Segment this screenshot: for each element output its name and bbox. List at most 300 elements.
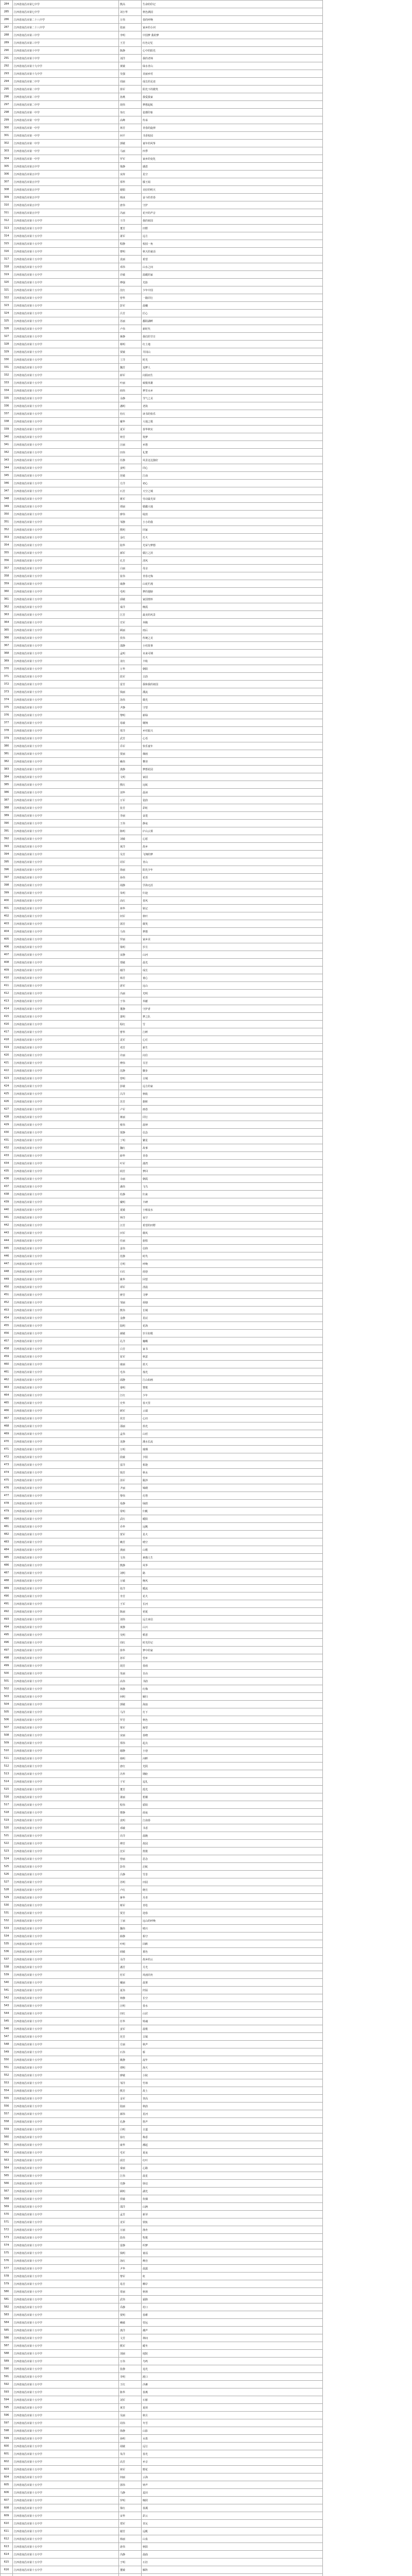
row-number: 543 [1, 2002, 13, 2010]
teacher-name: 熊军 [119, 2342, 142, 2350]
teacher-name: 顾明 [119, 2188, 142, 2195]
row-number: 487 [1, 1569, 13, 1577]
table-row [1, 1693, 323, 1701]
row-number: 553 [1, 2079, 13, 2087]
teacher-name: 宋华 [119, 2512, 142, 2520]
table-row [1, 1121, 323, 1129]
table-row [1, 565, 323, 572]
table-row [1, 2497, 323, 2504]
school-name: 江西省南昌市第十五中学 [13, 1701, 119, 1708]
school-name: 江西省南昌市第十五中学 [13, 356, 119, 364]
table-row [1, 1515, 323, 1523]
school-name: 江西省南昌市第十五中学 [13, 2381, 119, 2388]
table-row [1, 1028, 323, 1036]
table-row [1, 116, 323, 124]
row-number: 540 [1, 1979, 13, 1987]
teacher-name: 薛华 [119, 1152, 142, 1160]
row-number: 538 [1, 1963, 13, 1971]
teacher-name: 苏丽 [119, 317, 142, 325]
work-title: 田园 [142, 1878, 323, 1886]
school-name: 江西省南昌市第十五中学 [13, 426, 119, 433]
teacher-name: 邹洋 [119, 2079, 142, 2087]
row-number: 519 [1, 1817, 13, 1824]
school-name: 江西省南昌市第十五中学 [13, 1963, 119, 1971]
work-title: 铸魂 [142, 2018, 323, 2025]
work-title: 旅程 [142, 1237, 323, 1245]
row-number: 526 [1, 1871, 13, 1878]
table-row [1, 1979, 323, 1987]
school-name: 江西省南昌市第十五中学 [13, 263, 119, 271]
row-number: 512 [1, 1762, 13, 1770]
table-row [1, 217, 323, 225]
school-name: 江西省南昌市第十五中学 [13, 1979, 119, 1987]
teacher-name: 武伟 [119, 2296, 142, 2303]
row-number: 305 [1, 163, 13, 171]
school-name: 江西省南昌市第十五中学 [13, 2095, 119, 2103]
row-number: 397 [1, 874, 13, 882]
teacher-name: 马洋 [119, 1708, 142, 1716]
table-row [1, 1191, 323, 1198]
school-name: 江西省南昌市第十五中学 [13, 271, 119, 279]
teacher-name: 任静 [119, 456, 142, 464]
table-row [1, 2373, 323, 2381]
teacher-name: 江红 [119, 1392, 142, 1399]
table-row [1, 2481, 323, 2489]
teacher-name: 魏芳 [119, 364, 142, 371]
school-name: 江西省南昌市第十五中学 [13, 225, 119, 232]
work-title: 风景这边独好 [142, 456, 323, 464]
school-name: 江西省南昌市第十五中学 [13, 217, 119, 225]
work-title: 青春的旋律 [142, 124, 323, 132]
table-row [1, 2566, 323, 2574]
school-name: 江西省南昌市第十五中学 [13, 1562, 119, 1569]
row-number: 610 [1, 2520, 13, 2528]
work-title: 红色记忆 [142, 39, 323, 47]
work-title: 启航 [142, 1863, 323, 1871]
teacher-name: 薛静 [119, 1933, 142, 1940]
school-name: 江西省南昌市第十五中学 [13, 1399, 119, 1407]
teacher-name: 易静 [119, 1500, 142, 1507]
teacher-name: 邹丽 [119, 1299, 142, 1307]
teacher-name: 朱明 [119, 889, 142, 897]
work-title: 脚步 [142, 1067, 323, 1075]
teacher-name: 熊静 [119, 1562, 142, 1569]
row-number: 560 [1, 2133, 13, 2141]
work-title: 心灯 [142, 1036, 323, 1044]
teacher-name: 何明 [119, 1693, 142, 1701]
teacher-name: 尹丽 [119, 1484, 142, 1492]
work-title: 江畔 [142, 1028, 323, 1036]
row-number: 523 [1, 1848, 13, 1855]
teacher-name: 薛军 [119, 371, 142, 379]
table-row [1, 2404, 323, 2412]
school-name: 江西省南昌市第十五中学 [13, 2211, 119, 2218]
table-row [1, 2126, 323, 2133]
teacher-name: 罗军 [119, 155, 142, 163]
school-name: 江西省南昌市第十五中学 [13, 2412, 119, 2419]
teacher-name: 余洋 [119, 1956, 142, 1963]
row-number: 497 [1, 1647, 13, 1654]
work-title: 峰峦 [142, 2257, 323, 2265]
row-number: 491 [1, 1600, 13, 1608]
table-row [1, 611, 323, 619]
row-number: 580 [1, 2288, 13, 2296]
teacher-name: 袁丽 [119, 256, 142, 263]
school-name: 江西省南昌市第十五中学 [13, 2543, 119, 2551]
row-number: 589 [1, 2358, 13, 2365]
table-row [1, 2296, 323, 2303]
table-row [1, 704, 323, 711]
school-name: 江西省南昌市第十五中学 [13, 1925, 119, 1933]
work-title: 远山的呼唤 [142, 1917, 323, 1925]
teacher-name: 唐伟 [119, 201, 142, 209]
work-title: 铭记 [142, 905, 323, 912]
table-row [1, 1399, 323, 1407]
school-name: 江西省南昌市第十五中学 [13, 1654, 119, 1662]
table-row [1, 209, 323, 217]
teacher-name: 崔红 [119, 2133, 142, 2141]
row-number: 368 [1, 650, 13, 657]
teacher-name: 顾军 [119, 1407, 142, 1415]
row-number: 387 [1, 796, 13, 804]
row-number: 481 [1, 1523, 13, 1531]
work-title: 凯歌 [142, 1848, 323, 1855]
teacher-name: 韩芳 [119, 974, 142, 982]
teacher-name: 李明 [119, 2373, 142, 2381]
row-number: 566 [1, 2180, 13, 2188]
school-name: 江西省南昌市第五中学 [13, 163, 119, 171]
work-title: 翱翔 [142, 719, 323, 727]
school-name: 江西省南昌市第十五中学 [13, 1724, 119, 1732]
school-name: 江西省南昌市第十五中学 [13, 565, 119, 572]
row-number: 509 [1, 1739, 13, 1747]
teacher-name: 邹静 [119, 518, 142, 526]
work-title: 春耕 [142, 2311, 323, 2319]
teacher-name: 毛伟 [119, 1368, 142, 1376]
table-row [1, 1067, 323, 1075]
teacher-name: 蒋丽 [119, 1113, 142, 1121]
school-name: 江西省南昌市第十五中学 [13, 2358, 119, 2365]
table-row [1, 2466, 323, 2473]
table-row [1, 2365, 323, 2373]
row-number: 503 [1, 1693, 13, 1701]
teacher-name: 常丽 [119, 2288, 142, 2296]
work-title: 山影 [142, 2427, 323, 2435]
teacher-name: 邵洋 [119, 2203, 142, 2211]
school-name: 江西省南昌市第十五中学 [13, 1407, 119, 1415]
row-number: 468 [1, 1422, 13, 1430]
row-number [1, 2574, 13, 2576]
work-title: 潮起 [142, 2141, 323, 2149]
school-name: 江西省南昌市第十五中学 [13, 1507, 119, 1515]
school-name: 江西省南昌市第十五中学 [13, 1747, 119, 1755]
work-title: 远航 [142, 781, 323, 789]
work-title: 烟雨 [142, 750, 323, 758]
work-title: 旗帜 [142, 1098, 323, 1106]
work-title: 星辰 [142, 1314, 323, 1322]
teacher-name: 张静 [119, 2365, 142, 2373]
table-row [1, 603, 323, 611]
table-row [1, 1106, 323, 1113]
school-name: 江西省南昌市第十五中学 [13, 1538, 119, 1546]
work-title: 四季 [142, 147, 323, 155]
table-row [1, 858, 323, 866]
work-title: 节气之美 [142, 395, 323, 402]
table-row [1, 1392, 323, 1399]
school-name: 江西省南昌市第十五中学 [13, 1531, 119, 1538]
teacher-name: 金军 [119, 2095, 142, 2103]
teacher-name: 邓芳 [119, 1044, 142, 1052]
work-title: 心语 [142, 735, 323, 742]
school-name: 江西省南昌市第十五中学 [13, 256, 119, 263]
work-title: 赞歌 [142, 1384, 323, 1392]
table-row [1, 2450, 323, 2458]
row-number: 460 [1, 1361, 13, 1368]
row-number: 433 [1, 1152, 13, 1160]
teacher-name: 冯静 [119, 2551, 142, 2558]
school-name: 江西省南昌市第十五中学 [13, 704, 119, 711]
table-row [1, 866, 323, 874]
row-number: 602 [1, 2458, 13, 2466]
teacher-name: 廖伟 [119, 511, 142, 518]
teacher-name: 武红 [119, 1515, 142, 1523]
teacher-name: 汪明 [119, 2002, 142, 2010]
work-title: 美丽乡村 [142, 70, 323, 78]
work-title: 青春 [142, 1152, 323, 1160]
school-name: 江西省南昌市第十五中学 [13, 511, 119, 518]
row-number: 596 [1, 2412, 13, 2419]
row-number: 450 [1, 1283, 13, 1291]
table-row [1, 2141, 323, 2149]
table-row [1, 711, 323, 719]
work-title: 相守 [142, 1933, 323, 1940]
teacher-name: 马丽 [119, 147, 142, 155]
row-number: 324 [1, 310, 13, 317]
teacher-name: 王军 [119, 1600, 142, 1608]
table-row [1, 1144, 323, 1152]
school-name: 江西省南昌市第十五中学 [13, 464, 119, 472]
table-row [1, 70, 323, 78]
work-title: 港湾 [142, 1160, 323, 1167]
row-number: 529 [1, 1894, 13, 1902]
school-name: 江西省南昌市第十五中学 [13, 1956, 119, 1963]
work-title: 春晓 [142, 1732, 323, 1739]
table-row [1, 1314, 323, 1322]
row-number: 359 [1, 580, 13, 588]
school-name: 江西省南昌市第十五中学 [13, 951, 119, 959]
row-number: 295 [1, 86, 13, 93]
school-name: 江西省南昌市第十五中学 [13, 441, 119, 449]
teacher-name: 贺明 [119, 2311, 142, 2319]
school-name: 江西省南昌市第十五中学 [13, 1191, 119, 1198]
school-name: 江西省南昌市第十五中学 [13, 727, 119, 735]
teacher-name: 陆华 [119, 541, 142, 549]
table-row [1, 2095, 323, 2103]
row-number: 390 [1, 820, 13, 827]
table-row [1, 2087, 323, 2095]
row-number: 563 [1, 2157, 13, 2164]
table-row [1, 1090, 323, 1098]
table-row [1, 1755, 323, 1762]
table-row [1, 1330, 323, 1337]
school-name: 江西省南昌市第十五中学 [13, 1129, 119, 1137]
row-number: 490 [1, 1592, 13, 1600]
teacher-name: 万军 [119, 796, 142, 804]
work-title: 晴空 [142, 1538, 323, 1546]
work-title: 桥 [142, 2048, 323, 2056]
work-title: 庐山云雾 [142, 827, 323, 835]
school-name: 江西省南昌市第十五中学 [13, 480, 119, 487]
row-number: 539 [1, 1971, 13, 1979]
school-name: 江西省南昌市第十五中学 [13, 2458, 119, 2466]
teacher-name: 万明 [119, 1446, 142, 1453]
table-row [1, 1701, 323, 1708]
work-title: 筑梦 [142, 433, 323, 441]
row-number: 471 [1, 1446, 13, 1453]
row-number: 357 [1, 565, 13, 572]
table-row [1, 1438, 323, 1446]
table-row [1, 1878, 323, 1886]
row-number: 462 [1, 1376, 13, 1384]
table-row [1, 1214, 323, 1222]
teacher-name: 钟静 [119, 1994, 142, 2002]
teacher-name: 武芳 [119, 735, 142, 742]
table-row [1, 526, 323, 534]
teacher-name: 宋丽 [119, 1732, 142, 1739]
teacher-name: 曾华 [119, 294, 142, 302]
school-name: 江西省南昌市第十五中学 [13, 2033, 119, 2041]
work-title: 自由 [142, 1670, 323, 1677]
teacher-name: 夏军 [119, 426, 142, 433]
teacher-name: 姚军 [119, 495, 142, 503]
work-title: 溪流 [142, 688, 323, 696]
work-title: 童心 [142, 974, 323, 982]
teacher-name: 雷洋 [119, 1461, 142, 1469]
table-row [1, 696, 323, 704]
school-name: 江西省南昌市第十五中学 [13, 1585, 119, 1592]
table-row [1, 1523, 323, 1531]
row-number: 528 [1, 1886, 13, 1894]
teacher-name: 程伟 [119, 1801, 142, 1809]
school-name: 江西省南昌市第十九中学 [13, 70, 119, 78]
work-title: 渡口 [142, 2373, 323, 2381]
school-name: 江西省南昌市第十五中学 [13, 1260, 119, 1268]
table-row [1, 1075, 323, 1082]
row-number: 547 [1, 2033, 13, 2041]
teacher-name: 邱敏 [119, 596, 142, 603]
row-number: 554 [1, 2087, 13, 2095]
school-name: 江西省南昌市第十五中学 [13, 433, 119, 441]
table-row [1, 2157, 323, 2164]
work-title [142, 2574, 323, 2576]
work-title: 回家 [142, 526, 323, 534]
row-number: 514 [1, 1778, 13, 1786]
table-row [1, 1276, 323, 1283]
work-title: 秋色 [142, 1716, 323, 1724]
work-title: 霞光 [142, 1786, 323, 1793]
row-number: 451 [1, 1291, 13, 1299]
table-row [1, 1662, 323, 1670]
row-number: 285 [1, 8, 13, 16]
work-title: 学海无涯 [142, 882, 323, 889]
row-number: 361 [1, 596, 13, 603]
work-title: 灯塔 [142, 1492, 323, 1500]
teacher-name: 廖芳 [119, 1291, 142, 1299]
table-row [1, 1956, 323, 1963]
teacher-name: 任丽 [119, 1237, 142, 1245]
school-name: 江西省南昌市第十五中学 [13, 1670, 119, 1677]
school-name: 江西省南昌市第十五中学 [13, 341, 119, 348]
row-number: 607 [1, 2497, 13, 2504]
school-name: 江西省南昌市第十五中学 [13, 1902, 119, 1909]
table-row [1, 1623, 323, 1631]
row-number: 432 [1, 1144, 13, 1152]
row-number: 496 [1, 1639, 13, 1647]
table-row [1, 186, 323, 194]
row-number: 411 [1, 982, 13, 990]
school-name: 江西省南昌市第十五中学 [13, 1909, 119, 1917]
row-number: 319 [1, 271, 13, 279]
work-title: 繁星 [142, 1137, 323, 1144]
school-name: 江西省南昌市第十五中学 [13, 1307, 119, 1314]
work-title: 滕王阁 [142, 178, 323, 186]
work-title: 山居 [142, 2010, 323, 2018]
table-row [1, 2203, 323, 2211]
school-name: 江西省南昌市第十五中学 [13, 333, 119, 341]
school-name: 江西省南昌市第十五中学 [13, 294, 119, 302]
table-row [1, 882, 323, 889]
teacher-name: 黄芳 [119, 2404, 142, 2412]
table-row [1, 1167, 323, 1175]
teacher-name: 段敏 [119, 1453, 142, 1461]
row-number: 290 [1, 47, 13, 55]
work-title: 梦想起航 [142, 101, 323, 109]
row-number: 334 [1, 387, 13, 395]
row-number: 400 [1, 897, 13, 905]
table-row [1, 1963, 323, 1971]
teacher-name: 萧明 [119, 1013, 142, 1021]
school-name: 江西省南昌市第十五中学 [13, 1677, 119, 1685]
teacher-name: 阎伟 [119, 387, 142, 395]
teacher-name: 易芳 [119, 2280, 142, 2288]
table-row [1, 1971, 323, 1979]
work-title: 彩虹 [142, 804, 323, 812]
work-title: 少年中国 [142, 286, 323, 294]
row-number: 572 [1, 2226, 13, 2234]
table-row [1, 2033, 323, 2041]
school-name: 江西省南昌市第十五中学 [13, 959, 119, 967]
school-name: 江西省南昌市第十五中学 [13, 248, 119, 256]
work-title: 拾光 [142, 1422, 323, 1430]
row-number: 568 [1, 2195, 13, 2203]
row-number: 567 [1, 2188, 13, 2195]
teacher-name: 潘伟 [119, 1183, 142, 1191]
table-row [1, 2535, 323, 2543]
row-number: 508 [1, 1732, 13, 1739]
work-title: 红土地 [142, 341, 323, 348]
row-number: 458 [1, 1345, 13, 1353]
row-number: 507 [1, 1724, 13, 1732]
row-number: 522 [1, 1840, 13, 1848]
table-row [1, 163, 323, 171]
teacher-name: 万华 [119, 665, 142, 673]
work-title: 风雨同舟 [142, 1971, 323, 1979]
school-name: 江西省南昌市第十五中学 [13, 711, 119, 719]
school-name: 江西省南昌市第十五中学 [13, 796, 119, 804]
teacher-name: 何军 [119, 912, 142, 920]
table-row [1, 1933, 323, 1940]
teacher-name: 刘伟 [119, 1616, 142, 1623]
